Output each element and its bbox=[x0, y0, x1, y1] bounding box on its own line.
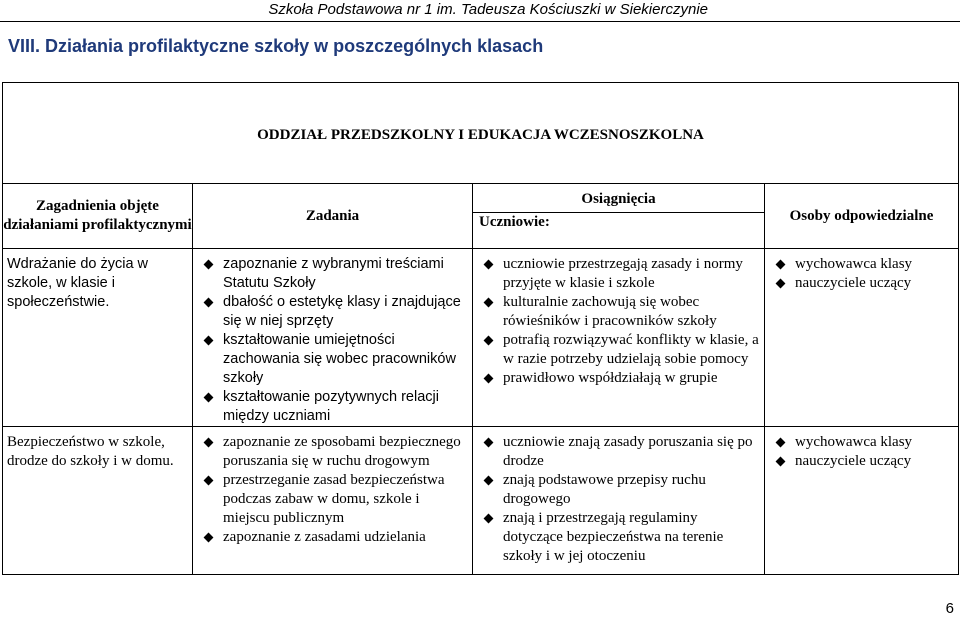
list-item-text: zapoznanie z wybranymi treściami Statutu Szkoły bbox=[223, 256, 444, 291]
diamond-bullet-icon bbox=[484, 336, 494, 346]
list-item bbox=[203, 331, 468, 388]
diamond-bullet-icon bbox=[204, 476, 214, 486]
list-item bbox=[483, 433, 760, 471]
diamond-bullet-icon bbox=[204, 336, 214, 346]
diamond-bullet-icon bbox=[204, 438, 214, 448]
list-item bbox=[203, 471, 468, 528]
row-achievements-cell bbox=[473, 427, 765, 575]
table-band-title bbox=[3, 83, 959, 184]
list-item bbox=[483, 471, 760, 509]
table-row bbox=[3, 427, 959, 575]
diamond-bullet-icon bbox=[484, 476, 494, 486]
list-item bbox=[483, 331, 760, 369]
row-responsible-cell bbox=[765, 427, 959, 575]
diamond-bullet-icon bbox=[776, 457, 786, 467]
responsible-list bbox=[765, 255, 958, 293]
list-item-text: znają podstawowe przepisy ruchu drogowego bbox=[503, 472, 706, 507]
list-item-text: dbałość o estetykę klasy i znajdujące się w niej sprzęty bbox=[223, 294, 461, 329]
list-item-text: uczniowie znają zasady poruszania się po drodze bbox=[503, 434, 753, 469]
page-number: 6 bbox=[945, 600, 954, 617]
diamond-bullet-icon bbox=[484, 438, 494, 448]
header-achievements: Osiągnięcia bbox=[473, 184, 765, 213]
list-item-text: zapoznanie z zasadami udzielania bbox=[223, 529, 426, 545]
diamond-bullet-icon bbox=[484, 374, 494, 384]
list-item bbox=[483, 293, 760, 331]
list-item bbox=[203, 388, 468, 426]
list-item-text: potrafią rozwiązywać konflikty w klasie, a w razie potrzeby udzielają sobie pomocy bbox=[503, 332, 759, 367]
list-item-text: prawidłowo współdziałają w grupie bbox=[503, 370, 718, 386]
diamond-bullet-icon bbox=[204, 393, 214, 403]
list-item-text: nauczyciele uczący bbox=[795, 453, 912, 469]
row-achievements-cell bbox=[473, 249, 765, 427]
page-header-school-name: Szkoła Podstawowa nr 1 im. Tadeusza Kościuszki w Siekierczynie bbox=[268, 1, 708, 18]
diamond-bullet-icon bbox=[776, 260, 786, 270]
row-topic: Bezpieczeństwo w szkole, drodze do szkoły i w domu. bbox=[3, 427, 193, 575]
list-item-text: nauczyciele uczący bbox=[795, 275, 912, 291]
list-item-text: wychowawca klasy bbox=[795, 256, 913, 272]
section-title: VIII. Działania profilaktyczne szkoły w poszczególnych klasach bbox=[8, 36, 544, 56]
row-tasks-cell bbox=[193, 427, 473, 575]
achievements-list bbox=[473, 433, 764, 566]
list-item-text: znają i przestrzegają regulaminy dotyczące bezpieczeństwa na terenie szkoły i w jej otoczeniu bbox=[503, 510, 724, 564]
header-topics: Zagadnienia objęte działaniami profilaktycznymi bbox=[3, 184, 193, 249]
prevention-plan-table bbox=[2, 82, 959, 575]
diamond-bullet-icon bbox=[776, 279, 786, 289]
list-item bbox=[775, 452, 954, 471]
responsible-list bbox=[765, 433, 958, 471]
diamond-bullet-icon bbox=[204, 260, 214, 270]
list-item bbox=[203, 433, 468, 471]
header-tasks: Zadania bbox=[193, 184, 473, 249]
list-item bbox=[775, 274, 954, 293]
achievements-list bbox=[473, 255, 764, 388]
list-item bbox=[203, 528, 468, 547]
list-item bbox=[775, 433, 954, 452]
diamond-bullet-icon bbox=[204, 533, 214, 543]
list-item bbox=[483, 509, 760, 566]
list-item bbox=[203, 255, 468, 293]
row-tasks-cell bbox=[193, 249, 473, 427]
band-title-text: ODDZIAŁ PRZEDSZKOLNY I EDUKACJA WCZESNOSZKOLNA bbox=[257, 126, 704, 143]
list-item bbox=[203, 293, 468, 331]
list-item-text: uczniowie przestrzegają zasady i normy przyjęte w klasie i szkole bbox=[503, 256, 743, 291]
tasks-list bbox=[193, 433, 472, 547]
list-item-text: wychowawca klasy bbox=[795, 434, 913, 450]
list-item-text: kulturalnie zachowują się wobec rówieśników i pracowników szkoły bbox=[503, 294, 717, 329]
diamond-bullet-icon bbox=[484, 260, 494, 270]
list-item-text: zapoznanie ze sposobami bezpiecznego poruszania się w ruchu drogowym bbox=[223, 434, 461, 469]
diamond-bullet-icon bbox=[484, 298, 494, 308]
diamond-bullet-icon bbox=[776, 438, 786, 448]
row-responsible-cell bbox=[765, 249, 959, 427]
list-item-text: kształtowanie umiejętności zachowania się wobec pracowników szkoły bbox=[223, 332, 456, 386]
row-topic: Wdrażanie do życia w szkole, w klasie i społeczeństwie. bbox=[3, 249, 193, 427]
list-item-text: przestrzeganie zasad bezpieczeństwa podczas zabaw w domu, szkole i miejscu publicznym bbox=[223, 472, 445, 526]
diamond-bullet-icon bbox=[484, 514, 494, 524]
list-item bbox=[483, 369, 760, 388]
tasks-list bbox=[193, 255, 472, 426]
header-responsible: Osoby odpowiedzialne bbox=[765, 184, 959, 249]
list-item bbox=[775, 255, 954, 274]
list-item-text: kształtowanie pozytywnych relacji między uczniami bbox=[223, 389, 439, 424]
list-item bbox=[483, 255, 760, 293]
diamond-bullet-icon bbox=[204, 298, 214, 308]
header-rule bbox=[0, 21, 960, 22]
table-row bbox=[3, 249, 959, 427]
header-achievements-sub: Uczniowie: bbox=[473, 213, 765, 249]
